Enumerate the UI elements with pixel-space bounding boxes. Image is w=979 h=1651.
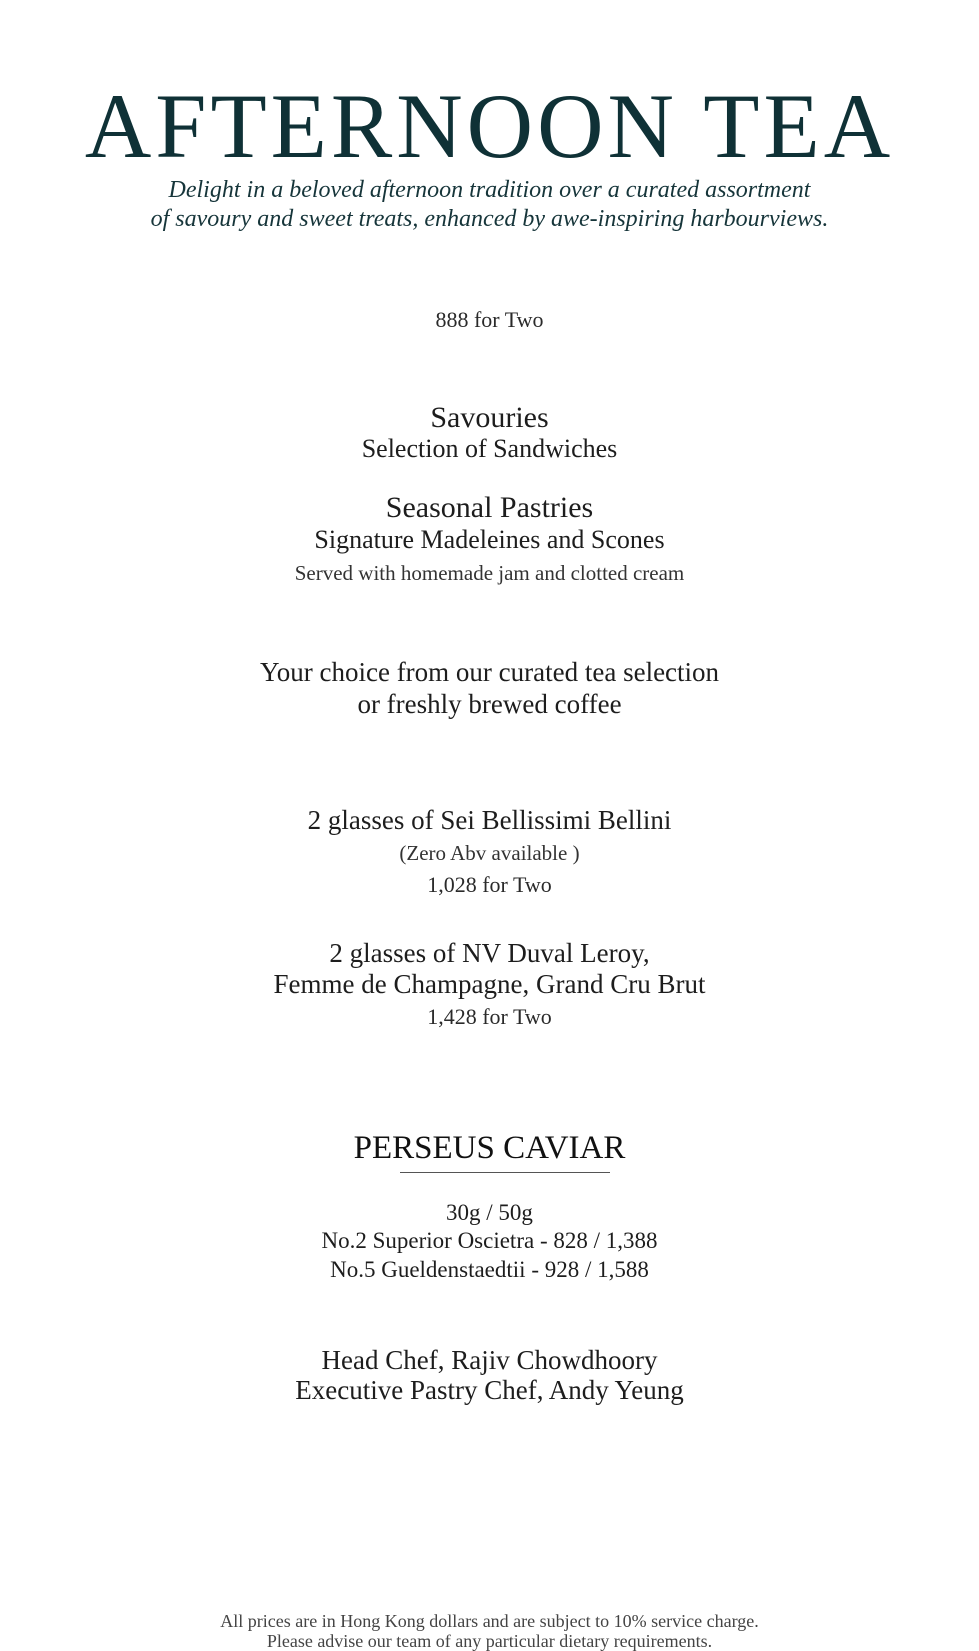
pastries-note: Served with homemade jam and clotted cream [294, 561, 685, 585]
bellini-name: 2 glasses of Sei Bellissimi Bellini [307, 805, 672, 835]
footer-dietary-note: Please advise our team of any particular dietary requirements. [266, 1631, 713, 1651]
footer-service-charge: All prices are in Hong Kong dollars and are subject to 10% service charge. [220, 1611, 759, 1631]
tagline-line-2: of savoury and sweet treats, enhanced by awe-inspiring harbourviews. [150, 206, 829, 232]
menu-title: AFTERNOON TEA [84, 75, 895, 177]
champagne-price: 1,428 for Two [427, 1004, 552, 1029]
caviar-sizes: 30g / 50g [446, 1200, 533, 1225]
head-chef: Head Chef, Rajiv Chowdhoory [321, 1345, 658, 1375]
caviar-item-oscietra: No.2 Superior Oscietra - 828 / 1,388 [321, 1228, 658, 1253]
beverage-line-1: Your choice from our curated tea selection [259, 657, 720, 687]
caviar-title: PERSEUS CAVIAR [353, 1130, 626, 1166]
caviar-underline [400, 1172, 610, 1173]
beverage-line-2: or freshly brewed coffee [357, 689, 622, 719]
champagne-line-1: 2 glasses of NV Duval Leroy, [329, 938, 650, 968]
savouries-heading: Savouries [430, 401, 549, 434]
bellini-price: 1,028 for Two [427, 872, 552, 897]
base-price: 888 for Two [435, 307, 544, 332]
pastries-item: Signature Madeleines and Scones [314, 525, 665, 554]
savouries-item: Selection of Sandwiches [361, 434, 618, 463]
champagne-line-2: Femme de Champagne, Grand Cru Brut [273, 969, 706, 999]
tagline-line-1: Delight in a beloved afternoon tradition over a curated assortment [168, 177, 811, 203]
bellini-note: (Zero Abv available ) [399, 841, 580, 865]
pastries-heading: Seasonal Pastries [385, 491, 594, 524]
pastry-chef: Executive Pastry Chef, Andy Yeung [295, 1375, 684, 1405]
caviar-item-gueldenstaedtii: No.5 Gueldenstaedtii - 928 / 1,588 [330, 1257, 649, 1282]
